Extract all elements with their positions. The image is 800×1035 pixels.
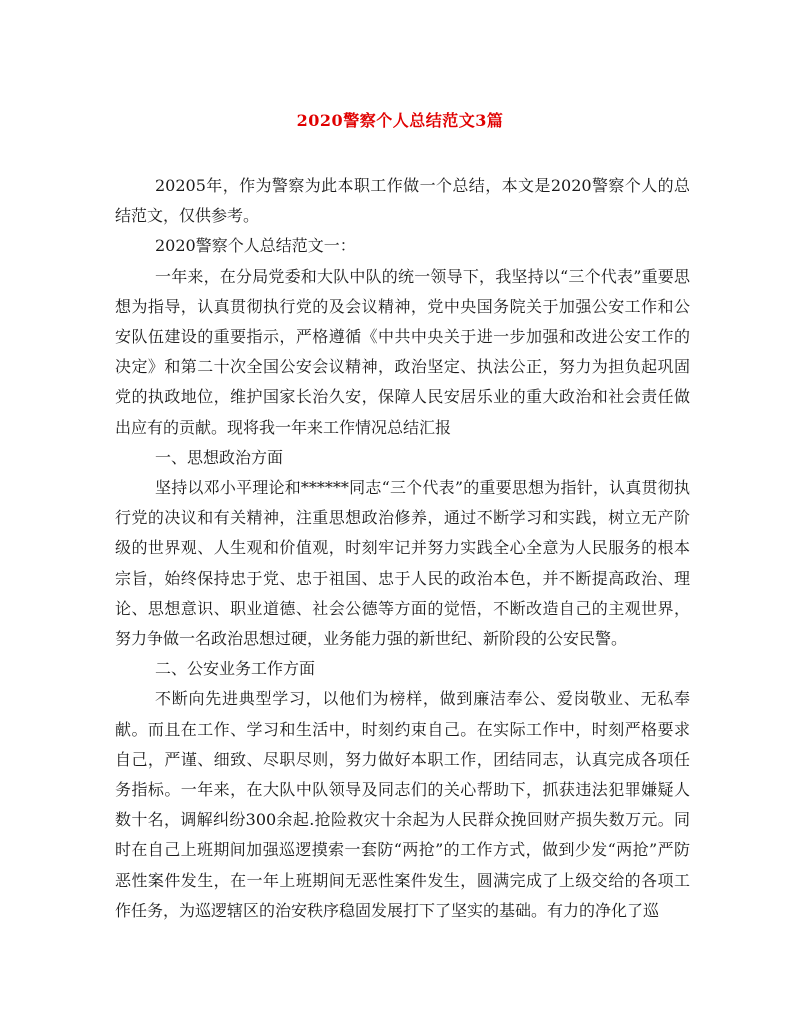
section-heading-sample-one: 2020警察个人总结范文一： — [155, 236, 356, 256]
police-work-paragraph: 不断向先进典型学习，以他们为榜样，做到廉洁奉公、爱岗敬业、无私奉献。而且在工作、学习和生活中，时刻约束自己。在实际工作中，时刻严格要求自己，严谨、细致、尽职尽则，努力做好本职工作，团结同志，认真完成各项任务指标。一年来，在大队中队领导及同志们的关心帮助下，抓获违法犯罪嫌疑人数十名，调解纠纷300余起.抢险救灾十余起为人民群众挽回财产损失数万元。同时在自己上班期间加强巡逻摸索一套防“两抢”的工作方式，做到少发“两抢”严防恶性案件发生，在一年上班期间无恶性案件发生，圆满完成了上级交给的各项工作任务，为巡逻辖区的治安秩序稳固发展打下了坚实的基础。有力的净化了巡 — [115, 689, 690, 920]
opening-paragraph: 一年来，在分局党委和大队中队的统一领导下，我坚持以“三个代表”重要思想为指导，认真贯彻执行党的及会议精神，党中央国务院关于加强公安工作和公安队伍建设的重要指示，严格遵循《中共中央关于进一步加强和改进公安工作的决定》和第二十次全国公安会议精神，政治坚定、执法公正，努力为担负起巩固党的执政地位，维护国家长治久安，保障人民安居乐业的重大政治和社会责任做出应有的贡献。现将我一年来工作情况总结汇报 — [115, 266, 690, 437]
section-heading-political: 一、思想政治方面 — [155, 447, 284, 467]
political-paragraph: 坚持以邓小平理论和******同志“三个代表”的重要思想为指针，认真贯彻执行党的决议和有关精神，注重思想政治修养，通过不断学习和实践，树立无产阶级的世界观、人生观和价值观，时刻牢记并努力实践全心全意为人民服务的根本宗旨，始终保持忠于党、忠于祖国、忠于人民的政治本色，并不断提高政治、理论、思想意识、职业道德、社会公德等方面的觉悟，不断改造自己的主观世界，努力争做一名政治思想过硬，业务能力强的新世纪、新阶段的公安民警。 — [115, 478, 690, 649]
intro-paragraph: 20205年，作为警察为此本职工作做一个总结，本文是2020警察个人的总结范文，仅供参考。 — [115, 176, 690, 226]
document-body — [115, 171, 690, 926]
section-heading-police-work: 二、公安业务工作方面 — [155, 659, 316, 679]
document-title: 2020警察个人总结范文3篇 — [296, 111, 504, 130]
